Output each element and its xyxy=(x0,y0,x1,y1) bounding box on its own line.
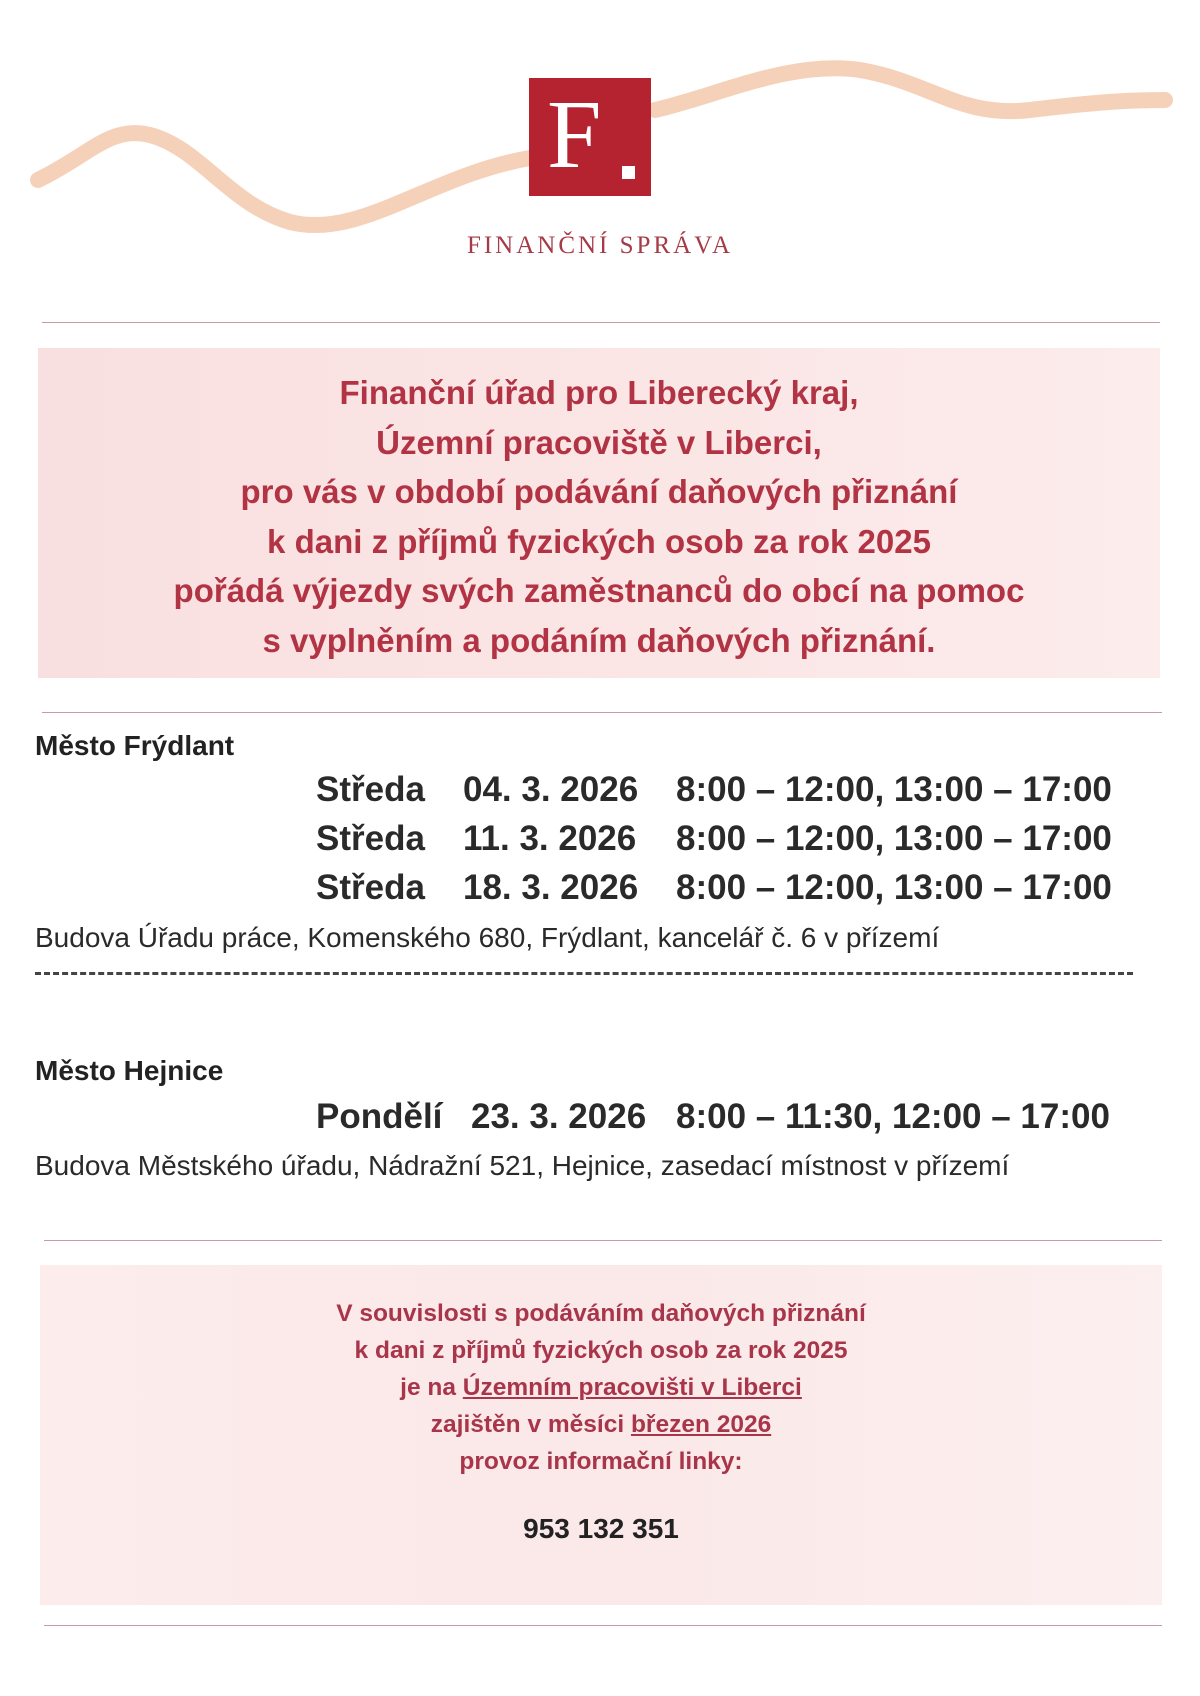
info-office-name: Územním pracovišti v Liberci xyxy=(462,1374,802,1401)
address-hejnice: Budova Městského úřadu, Nádražní 521, Hejnice, zasedací místnost v přízemí xyxy=(35,1150,1010,1181)
info-month: březen 2026 xyxy=(630,1411,772,1438)
schedule-date: 04. 3. 2026 xyxy=(463,770,639,809)
intro-line: Finanční úřad pro Liberecký kraj, xyxy=(339,374,859,411)
info-line-prefix: zajištěn v měsíci xyxy=(430,1411,631,1438)
schedule-day: Středa xyxy=(316,770,425,809)
schedule-day: Pondělí xyxy=(316,1097,443,1136)
town-title-frydlant: Město Frýdlant xyxy=(35,730,235,761)
info-text xyxy=(40,1295,1162,1480)
schedule-time: 8:00 – 12:00, 13:00 – 17:00 xyxy=(676,819,1112,858)
info-line-prefix: je na xyxy=(400,1374,463,1401)
info-panel xyxy=(40,1265,1162,1605)
schedule-time: 8:00 – 12:00, 13:00 – 17:00 xyxy=(676,868,1112,907)
logo xyxy=(529,78,651,196)
divider-intro xyxy=(42,712,1162,713)
intro-line: k dani z příjmů fyzických osob za rok 2025 xyxy=(267,522,931,560)
divider-info-top xyxy=(44,1240,1162,1241)
intro-panel xyxy=(38,348,1160,678)
info-line: V souvislosti s podáváním daňových přiznání xyxy=(336,1300,866,1327)
schedule-time: 8:00 – 11:30, 12:00 – 17:00 xyxy=(676,1097,1110,1136)
logo-dot xyxy=(622,166,635,179)
phone-number: 953 132 351 xyxy=(523,1513,679,1544)
info-line: provoz informační linky: xyxy=(459,1448,743,1475)
schedule-date: 11. 3. 2026 xyxy=(463,819,637,858)
info-line xyxy=(40,1406,1162,1443)
intro-line: pro vás v období podávání daňových přiznání xyxy=(240,473,958,510)
info-line: k dani z příjmů fyzických osob za rok 2025 xyxy=(354,1337,848,1364)
divider-top xyxy=(42,322,1160,323)
schedule-date: 18. 3. 2026 xyxy=(463,868,639,907)
address-frydlant: Budova Úřadu práce, Komenského 680, Frýdlant, kancelář č. 6 v přízemí xyxy=(35,922,940,953)
intro-line: Územní pracoviště v Liberci, xyxy=(376,423,822,461)
intro-line: s vyplněním a podáním daňových přiznání. xyxy=(262,621,936,659)
schedule-time: 8:00 – 12:00, 13:00 – 17:00 xyxy=(676,770,1112,809)
logo-letter: F xyxy=(547,81,602,189)
intro-text xyxy=(38,368,1160,665)
dashed-separator xyxy=(35,972,1133,975)
intro-line: pořádá výjezdy svých zaměstnanců do obcí na pomoc xyxy=(173,572,1025,609)
town-title-hejnice: Město Hejnice xyxy=(35,1055,224,1086)
divider-bottom xyxy=(44,1625,1162,1626)
schedule-date: 23. 3. 2026 xyxy=(471,1097,647,1136)
info-line xyxy=(40,1369,1162,1406)
org-name: FINANČNÍ SPRÁVA xyxy=(466,232,734,259)
schedule-day: Středa xyxy=(316,819,425,858)
schedule-day: Středa xyxy=(316,868,425,907)
